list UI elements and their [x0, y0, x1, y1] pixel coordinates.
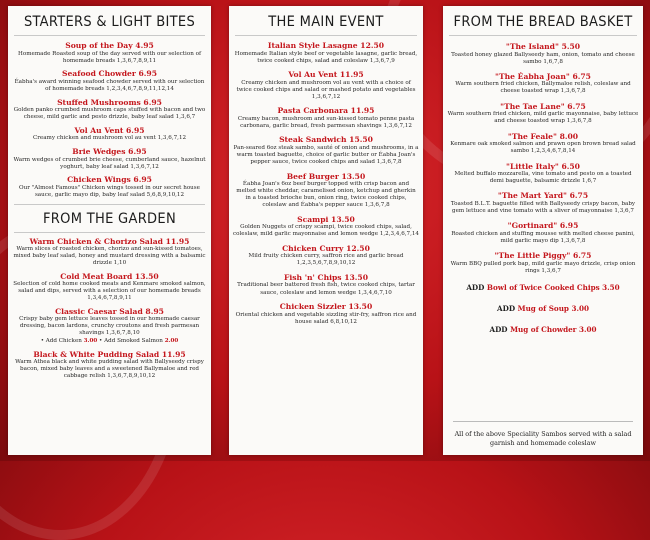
- main-event-heading: THE MAIN EVENT: [235, 6, 417, 36]
- item-name: Steak Sandwich 15.50: [279, 135, 373, 145]
- item-name: Cold Meat Board 13.50: [60, 271, 159, 281]
- item-description: Creamy chicken and mushroom vol au vent with a choice of twice cooked chips and salad or mashed potato and vegetables 1,3,6,7,12: [236, 79, 416, 100]
- menu-item: [447, 191, 639, 215]
- item-description: Oriental chicken and vegetable sizzling stir-fry, saffron rice and house salad 6,8,10,12: [235, 311, 417, 325]
- item-name: Classic Caesar Salad 8.95: [55, 306, 164, 316]
- menu-item: [233, 244, 419, 268]
- item-name: Seafood Chowder 6.95: [61, 69, 158, 79]
- item-name: Beef Burger 13.50: [286, 171, 366, 181]
- starters-heading: STARTERS & LIGHT BITES: [14, 6, 205, 36]
- item-description: Warm southern fried chicken, Ballymaloe relish, coleslaw and cheese toasted wrap 1,3,6,7,8: [455, 81, 631, 95]
- item-description: Crispy baby gem lettuce leaves tossed in our homemade caesar dressing, bacon lardons, crunchy croutons and fresh parmesan shavings 1,3,6,7,8,10: [19, 316, 200, 337]
- menu-item: [12, 307, 207, 346]
- menu-item: [233, 215, 419, 239]
- item-name: "Gortinard" 6.95: [507, 221, 579, 231]
- menu-item: [233, 106, 419, 130]
- menu-item: [12, 175, 207, 199]
- menu-item: [12, 147, 207, 171]
- item-description: Golden Nuggets of crispy scampi, twice cooked chips, salad, coleslaw, mild garlic mayonnaise and lemon wedge 1,2,3,4,6,7,14: [233, 224, 419, 238]
- item-description: Traditional beer battered fresh fish, twice cooked chips, tartar sauce, coleslaw and lemon wedge 1,3,4,6,7,10: [237, 282, 415, 296]
- main-event-panel: [229, 6, 423, 455]
- item-name: Chicken Wings 6.95: [67, 175, 152, 185]
- item-description: Kenmare oak smoked salmon and prawn open brown bread salad sambo 1,2,3,4,6,7,8,14: [450, 141, 636, 155]
- item-name: Vol Au Vent 6.95: [74, 125, 145, 135]
- item-description: Homemade Italian style beef or vegetable lasagne, garlic bread, twice cooked chips, salad and coleslaw 1,3,6,7,9: [234, 50, 418, 64]
- add-on-text: Bowl of Twice Cooked Chips 3.50: [486, 282, 620, 292]
- menu-item: [233, 302, 419, 326]
- item-name: Black & White Pudding Salad 11.95: [33, 349, 186, 359]
- item-name: Italian Style Lasagne 12.50: [267, 41, 385, 50]
- starters-panel: [8, 6, 211, 455]
- add-on-line: [443, 283, 643, 292]
- item-name: Fish 'n' Chips 13.50: [284, 272, 368, 282]
- item-description: Melted buffalo mozzarella, vine tomato and pesto on a toasted demi baguette, balsamic drizzle 1,6,7: [454, 171, 632, 185]
- item-name: "The Tae Lane" 6.75: [500, 101, 586, 111]
- add-label: ADD: [489, 324, 508, 334]
- sambo-footer-note: All of the above Speciality Sambos served with a salad garnish and homemade coleslaw: [453, 421, 633, 447]
- menu-item: [233, 41, 419, 65]
- item-name: Scampi 13.50: [297, 214, 355, 224]
- item-name: Chicken Curry 12.50: [282, 243, 370, 253]
- add-salmon-label: Add Smoked Salmon: [104, 338, 163, 345]
- item-name: Pasta Carbonara 11.95: [277, 106, 375, 116]
- item-description: Warm southern fried chicken, mild garlic mayonnaise, baby lettuce and cheese toasted wrap 1,3,6,7,8: [447, 111, 639, 125]
- menu-item: [12, 126, 207, 143]
- menu-item: [447, 251, 639, 275]
- item-description: Creamy bacon, mushroom and sun-kissed tomato penne pasta carbonara, garlic bread, fresh parmesan shavings 1,3,6,7,12: [237, 115, 415, 129]
- menu-item: [233, 273, 419, 297]
- item-name: "The Little Piggy" 6.75: [494, 251, 592, 261]
- item-description: Golden panko crumbed mushroom caps stuffed with bacon and two cheese, mild garlic and pesto drizzle, baby leaf salad 1,3,6,7: [13, 107, 206, 121]
- menu-item: [233, 172, 419, 210]
- add-label: ADD: [497, 303, 516, 313]
- bread-basket-heading: FROM THE BREAD BASKET: [449, 6, 637, 36]
- item-description: Warm Athea black and white pudding salad with Ballyseedy crispy bacon, mixed baby leaves and a sweetened Ballymaloe and red cabbage relish 1,3,6,7,8,9,10,12: [15, 359, 204, 380]
- garden-heading: FROM THE GARDEN: [14, 204, 205, 233]
- item-name: "The Éabha Joan" 6.75: [495, 71, 591, 81]
- menu-item: [12, 272, 207, 303]
- item-name: "The Mart Yard" 6.75: [497, 191, 589, 201]
- item-description: Éabha's award winning seafood chowder served with our selection of homemade breads 1,2,3,4,6,7,8,9,11,12,14: [14, 78, 205, 92]
- add-chicken-price: 3.00: [83, 338, 98, 345]
- menu-item: [12, 237, 207, 268]
- menu-item: [447, 162, 639, 186]
- menu-item: [12, 41, 207, 65]
- item-description: Mild fruity chicken curry, saffron rice and garlic bread 1,2,3,5,6,7,8,9,10,12: [248, 253, 404, 267]
- item-description: Creamy chicken and mushroom vol au vent 1,3,6,7,12: [32, 135, 187, 142]
- menu-item: [447, 42, 639, 66]
- menu-item: [447, 221, 639, 245]
- item-description: Roasted chicken and stuffing mousse with melted cheese panini, mild garlic mayo dip 1,3,6,7,8: [451, 230, 635, 244]
- item-description: Pan-seared 6oz steak sambo, sauté of onion and mushrooms, in a warm toasted baguette, choice of garlic butter or Éabha Joan's pepper sauce, twice cooked chips and salad 1,3,6,7,8: [233, 144, 419, 166]
- add-on-text: Mug of Soup 3.00: [517, 303, 589, 313]
- item-name: Brie Wedges 6.95: [72, 147, 147, 157]
- menu-item: [447, 102, 639, 126]
- add-on-line: [443, 325, 643, 334]
- add-ons-line: • Add Chicken 3.00 • Add Smoked Salmon 2.00: [40, 338, 179, 345]
- item-name: "Little Italy" 6.50: [506, 161, 580, 171]
- item-description: Toasted honey glazed Ballyseedy ham, onion, tomato and cheese sambo 1,6,7,8: [451, 51, 635, 65]
- item-name: "The Island" 5.50: [505, 42, 581, 51]
- add-on-text: Mug of Chowder 3.00: [510, 324, 597, 334]
- item-name: Chicken Sizzler 13.50: [279, 302, 373, 311]
- menu-item: [12, 350, 207, 381]
- item-name: Vol Au Vent 11.95: [288, 70, 364, 80]
- add-label: ADD: [466, 282, 485, 292]
- add-chicken-label: Add Chicken: [45, 338, 82, 345]
- item-description: Our "Almost Famous" Chicken wings tossed in our secret house sauce, garlic mayo dip, baby leaf salad 5,6,8,9,10,12: [19, 184, 200, 198]
- add-salmon-price: 2.00: [164, 338, 179, 345]
- menu-item: [233, 135, 419, 166]
- menu-item: [12, 69, 207, 93]
- item-description: Warm wedges of crumbed brie cheese, cumberland sauce, hazelnut yoghurt, baby leaf salad 1,3,6,7,12: [13, 156, 206, 170]
- item-description: Éabha Joan's 6oz beef burger topped with crisp bacon and melted white cheddar, caramelised onion, ketchup and gherkin in a toasted brioche bun, onion ring, twice cooked chips, coleslaw and Éabha's pepper sauce 1,3,6,7,8: [236, 181, 416, 209]
- bread-basket-panel: [443, 6, 643, 455]
- menu-item: [233, 70, 419, 101]
- item-description: Selection of cold home cooked meats and Kenmare smoked salmon, salad and dips, served with a selection of our homemade breads 1,3,4,6,7,8,9,11: [13, 281, 206, 302]
- menu-item: [12, 98, 207, 122]
- item-description: Toasted B.L.T. baguette filled with Ballyseedy crispy bacon, baby gem lettuce and vine tomato with a sliver of mayonnaise 1,3,6,7: [450, 200, 636, 214]
- item-description: Warm slices of roasted chicken, chorizo and sun-kissed tomatoes, mixed baby leaf salad, honey and mustard dressing with a balsamic drizzle 1,10: [13, 246, 206, 267]
- menu-item: [447, 72, 639, 96]
- item-name: "The Feale" 8.00: [507, 131, 579, 141]
- item-name: Stuffed Mushrooms 6.95: [57, 97, 162, 107]
- item-description: Homemade Roasted soup of the day served with our selection of homemade breads 1,3,6,7,8,9,11: [17, 50, 202, 64]
- item-name: Warm Chicken & Chorizo Salad 11.95: [29, 236, 190, 246]
- item-description: Warm BBQ pulled pork bap, mild garlic mayo drizzle, crisp onion rings 1,3,6,7: [450, 260, 636, 274]
- item-name: Soup of the Day 4.95: [65, 41, 154, 50]
- add-on-line: [443, 304, 643, 313]
- menu-item: [447, 132, 639, 156]
